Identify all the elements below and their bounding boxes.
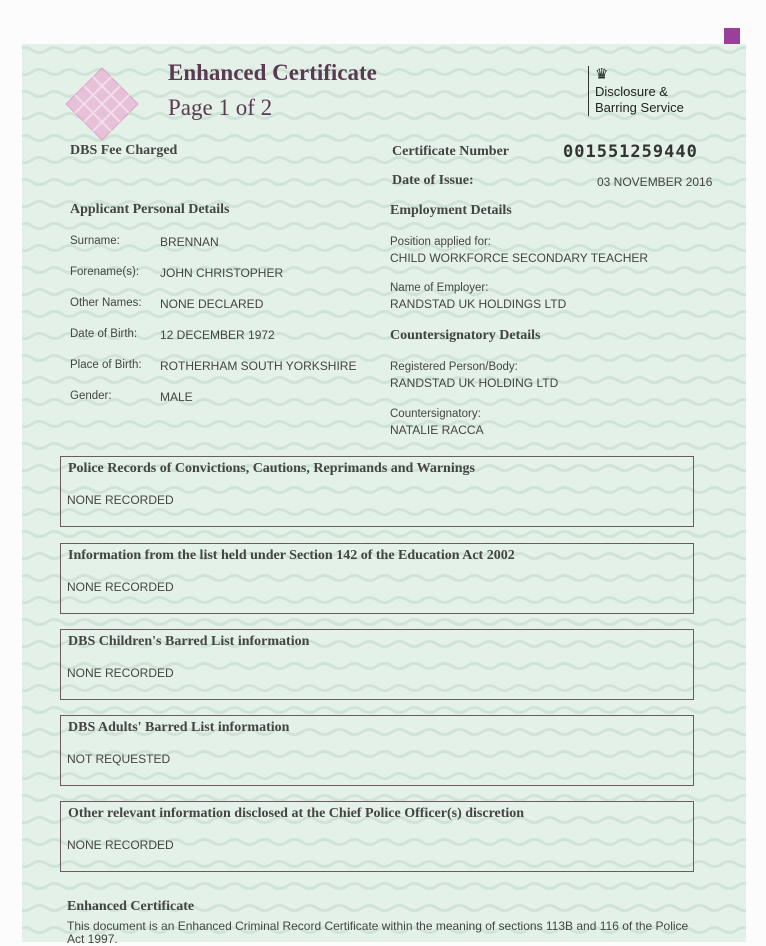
date-of-issue: 03 NOVEMBER 2016 [597,175,713,189]
watermark-wave [22,378,746,383]
section-heading: Information from the list held under Section 142 of the Education Act 2002 [68,548,515,563]
section-value: NONE RECORDED [67,666,174,680]
employment-heading: Employment Details [390,203,512,218]
crown-crest-icon: ♛ [595,66,609,83]
watermark-wave [22,444,746,449]
footer-text-continued: Act 1997. [67,932,118,946]
watermark-wave [22,620,746,625]
watermark-wave [22,796,746,801]
section-heading: DBS Children's Barred List information [68,634,310,649]
applicant-field-value: 12 DECEMBER 1972 [160,328,275,342]
watermark-wave [22,224,746,229]
applicant-field-label: Date of Birth: [70,328,138,340]
watermark-wave [22,312,746,317]
dbs-logo [588,66,684,116]
section-heading: Other relevant information disclosed at the Chief Police Officer(s) discretion [68,806,525,821]
footer-text: This document is an Enhanced Criminal Record Certificate within the meaning of sections 113B and 116 of the Police [67,919,689,933]
watermark-wave [22,708,746,713]
section-value: NONE RECORDED [67,493,174,507]
issuer-name-line1: Disclosure & [595,84,668,99]
certificate-number: 001551259440 [563,142,698,162]
employer-value: RANDSTAD UK HOLDINGS LTD [390,297,567,311]
document-title: Enhanced Certificate [168,60,377,85]
page-number: Page 1 of 2 [168,95,273,120]
registered-body-value: RANDSTAD UK HOLDING LTD [390,376,559,390]
applicant-field-value: MALE [160,390,193,404]
section-value: NOT REQUESTED [67,752,171,766]
record-section [60,801,694,872]
applicant-field-label: Other Names: [70,297,142,309]
date-of-issue-label: Date of Issue: [392,173,474,188]
section-value: NONE RECORDED [67,838,174,852]
record-section [60,629,694,700]
dbs-diamond-logo [64,66,140,142]
registered-body-label: Registered Person/Body: [390,361,518,373]
watermark-wave [22,400,746,405]
applicant-field-label: Place of Birth: [70,359,142,371]
applicant-field-label: Surname: [70,235,120,247]
corner-marker [724,28,740,44]
record-section [60,543,694,614]
countersignatory-label: Countersignatory: [390,408,481,420]
section-heading: DBS Adults' Barred List information [68,720,290,735]
applicant-field-value: ROTHERHAM SOUTH YORKSHIRE [160,359,357,373]
footer-heading: Enhanced Certificate [67,899,195,914]
applicant-field-label: Forename(s): [70,266,140,278]
watermark-wave [22,290,746,295]
record-section [60,456,694,527]
record-section [60,715,694,786]
applicant-field-label: Gender: [70,390,112,402]
certificate-number-label: Certificate Number [392,144,510,159]
watermark-wave [22,422,746,427]
applicant-field-value: JOHN CHRISTOPHER [160,266,284,280]
section-heading: Police Records of Convictions, Cautions, Reprimands and Warnings [68,461,475,476]
position-label: Position applied for: [390,236,492,248]
watermark-wave [22,532,746,537]
applicant-field-value: NONE DECLARED [160,297,264,311]
section-value: NONE RECORDED [67,580,174,594]
watermark-wave [22,48,746,53]
fee-label: DBS Fee Charged [70,143,178,158]
employer-label: Name of Employer: [390,282,489,294]
position-value: CHILD WORKFORCE SECONDARY TEACHER [390,251,649,265]
countersignatory-heading: Countersignatory Details [390,328,541,343]
issuer-name-line2: Barring Service [595,100,684,115]
watermark-wave [22,884,746,889]
watermark-wave [22,246,746,251]
applicant-field-value: BRENNAN [160,235,219,249]
applicant-heading: Applicant Personal Details [70,202,230,217]
countersignatory-value: NATALIE RACCA [390,423,484,437]
